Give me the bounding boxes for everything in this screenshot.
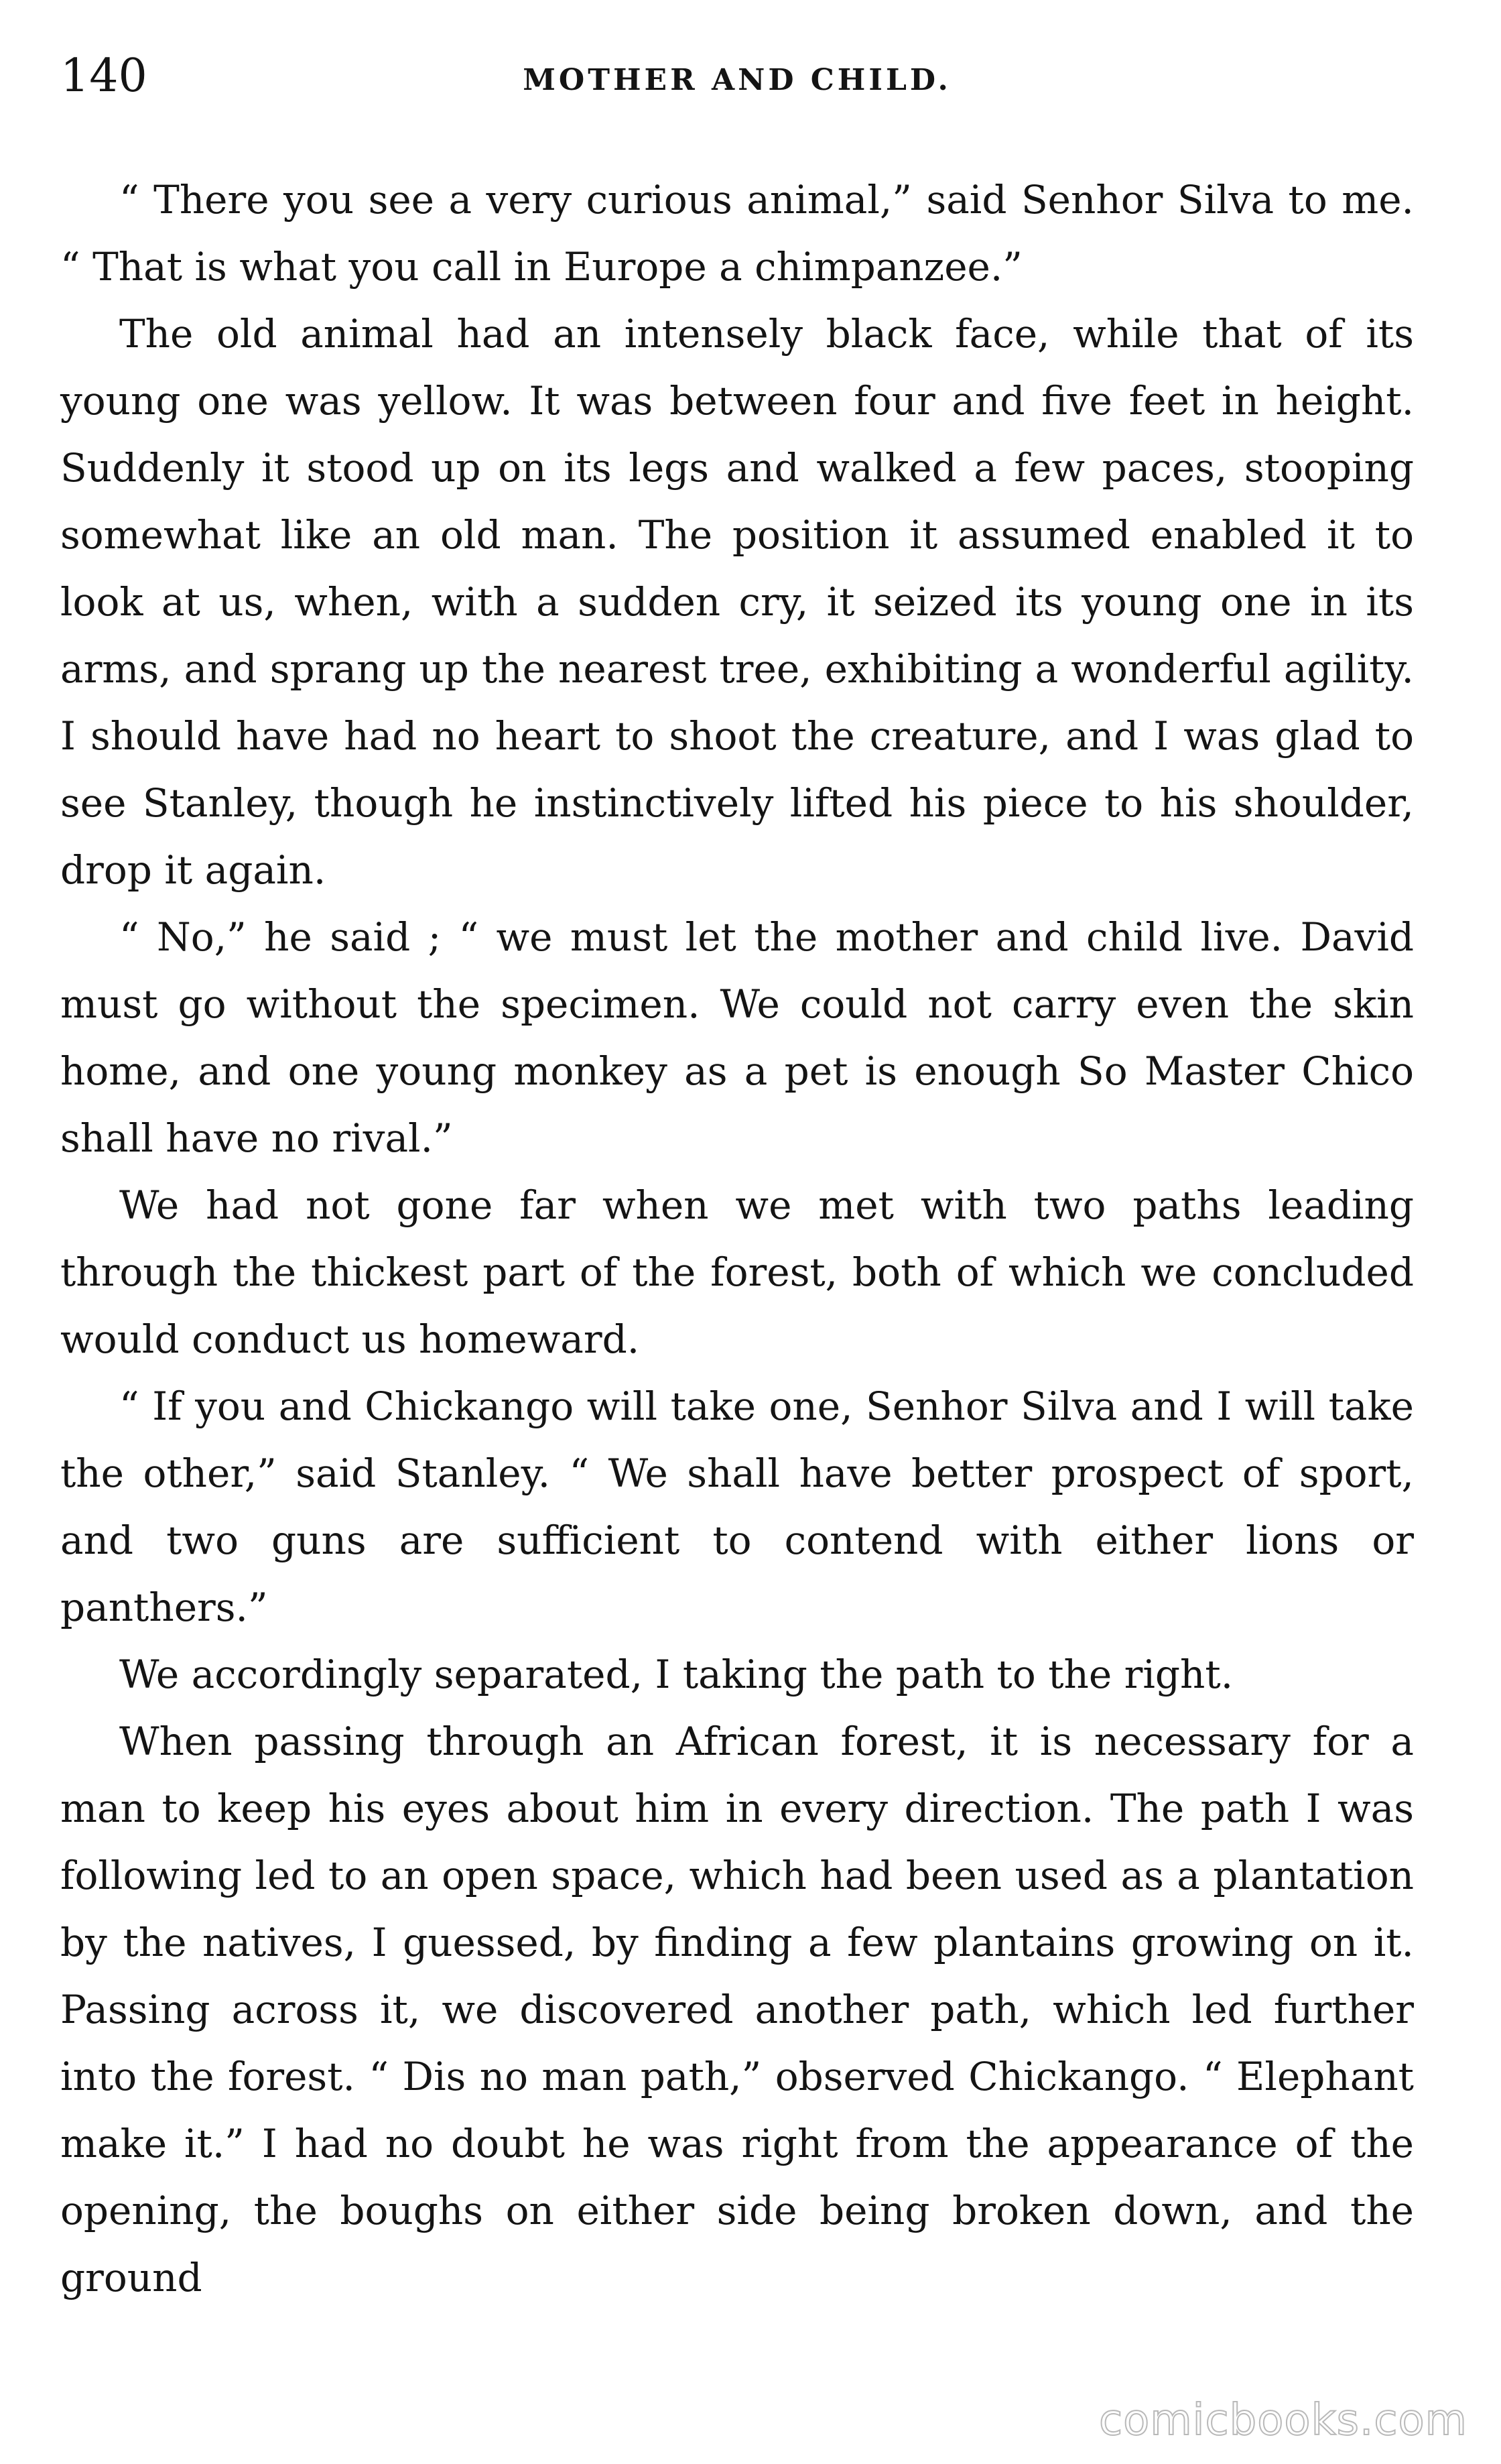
paragraph: We accordingly separated, I taking the path to the right. [119, 1652, 1234, 1697]
paragraph: “ There you see a very curious animal,” said Senhor Silva to me. “ That is what you call in Europe a chimpanzee.” [60, 177, 1414, 290]
paragraph: The old animal had an intensely black face, while that of its young one was yellow. It was between four and five feet in height. Suddenly it stood up on its legs and walked a few paces, stooping somewhat like an old man. The position it assumed enabled it to look at us, when, with a sudden cry, it seized its young one in its arms, and sprang up the nearest tree, exhibiting a wonderful agility. I should have had no heart to shoot the creature, and I was glad to see Stanley, though he instinctively lifted his piece to his shoulder, drop it again. [60, 311, 1414, 893]
book-page [60, 47, 1414, 2406]
page-header [60, 47, 1414, 127]
watermark: comicbooks.com [1098, 2396, 1467, 2445]
running-title: MOTHER AND CHILD. [523, 63, 952, 97]
paragraph: We had not gone far when we met with two paths leading through the thickest part of the forest, both of which we concluded would conduct us homeward. [60, 1182, 1414, 1362]
body-text [60, 166, 1414, 2311]
paragraph: “ No,” he said ; “ we must let the mother and child live. David must go without the specimen. We could not carry even the skin home, and one young monkey as a pet is enough So Master Chico shall have no rival.” [60, 914, 1414, 1161]
paragraph: When passing through an African forest, it is necessary for a man to keep his eyes about him in every direction. The path I was following led to an open space, which had been used as a plantation by the natives, I guessed, by finding a few plantains growing on it. Passing across it, we discovered another path, which led further into the forest. “ Dis no man path,” observed Chickango. “ Elephant make it.” I had no doubt he was right from the appearance of the opening, the boughs on either side being broken down, and the ground [60, 1719, 1414, 2300]
page-number: 140 [60, 50, 147, 103]
paragraph: “ If you and Chickango will take one, Senhor Silva and I will take the other,” said Stanley. “ We shall have better prospect of sport, and two guns are sufficient to contend with either lions or panthers.” [60, 1383, 1414, 1630]
